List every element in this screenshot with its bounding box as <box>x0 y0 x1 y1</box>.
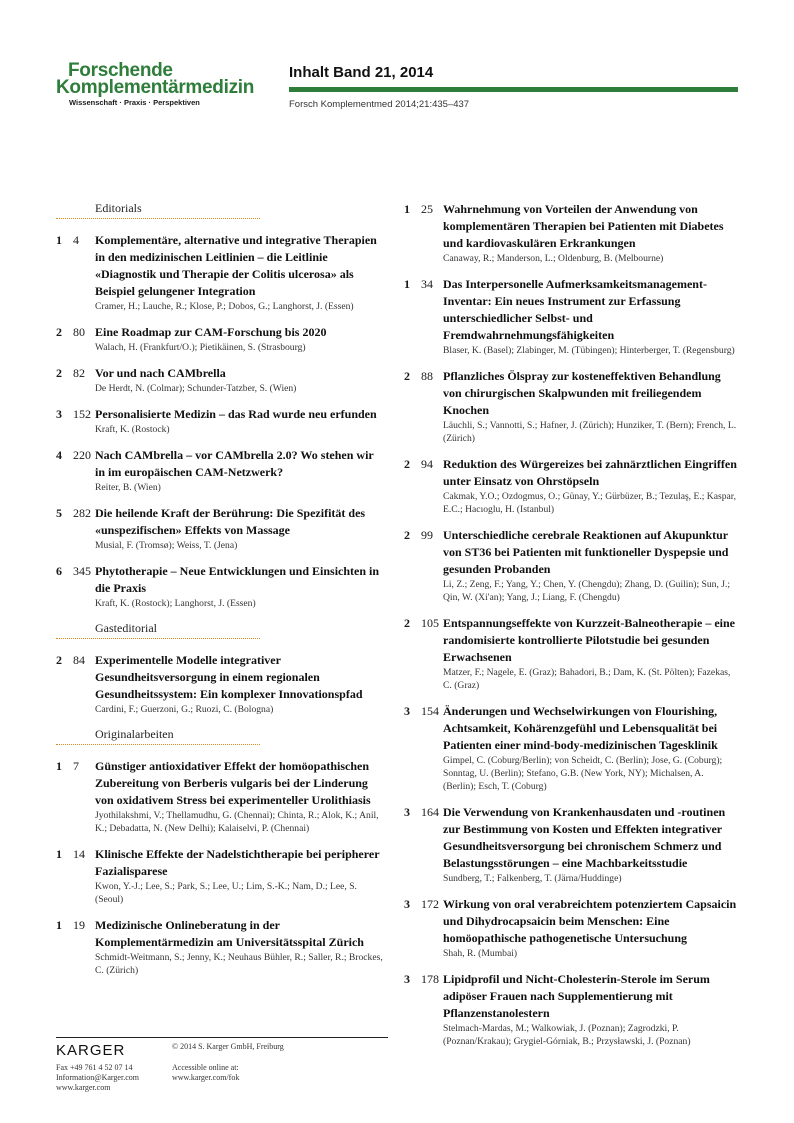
issue-number: 1 <box>56 918 62 932</box>
page-number: 82 <box>73 366 85 380</box>
journal-tagline: Wissenschaft · Praxis · Perspektiven <box>69 98 200 107</box>
article-title: Experimentelle Modelle integrativer Gesundheitsversorgung in einem regionalen Gesundheitssystem: Ein komplexer Innovationspfad <box>95 653 363 701</box>
issue-number: 2 <box>404 457 410 471</box>
section-divider <box>56 744 260 745</box>
article-title: Pflanzliches Ölspray zur kosteneffektiven Behandlung von chirurgischen Skalpwunden mit freiliegendem Knochen <box>443 369 721 417</box>
page-number: 84 <box>73 653 85 667</box>
page-number: 282 <box>73 506 91 520</box>
issue-number: 2 <box>56 366 62 380</box>
issue-number: 1 <box>404 277 410 291</box>
section-heading: Gasteditorial <box>95 621 157 635</box>
article-authors: Gimpel, C. (Coburg/Berlin); von Scheidt, C. (Berlin); Jose, G. (Coburg); Sonntag, U. (Berlin); Stefano, G.B. (New York, NY); Michalsen, A. (Berlin); Esch, T. (Coburg) <box>443 755 723 792</box>
article-authors: Cramer, H.; Lauche, R.; Klose, P.; Dobos, G.; Langhorst, J. (Essen) <box>95 301 354 312</box>
section-divider <box>56 218 260 219</box>
toc-entry[interactable] <box>404 201 739 265</box>
article-title: Wirkung von oral verabreichtem potenziertem Capsaicin und Dihydrocapsaicin beim Menschen: Eine homöopathische pathogenetische Untersuchung <box>443 897 737 945</box>
toc-entry[interactable] <box>404 971 739 1048</box>
article-authors: Walach, H. (Frankfurt/O.); Pietikäinen, S. (Strasbourg) <box>95 342 306 353</box>
article-authors: Schmidt-Weitmann, S.; Jenny, K.; Neuhaus Bühler, R.; Saller, R.; Brockes, C. (Zürich) <box>95 952 383 976</box>
issue-number: 5 <box>56 506 62 520</box>
toc-entry[interactable] <box>56 758 386 835</box>
page-number: 105 <box>421 616 439 630</box>
journal-name-line2: Komplementärmedizin <box>56 77 255 98</box>
article-authors: Cardini, F.; Guerzoni, G.; Ruozi, C. (Bologna) <box>95 704 274 715</box>
issue-number: 3 <box>404 897 410 911</box>
article-title: Die heilende Kraft der Berührung: Die Spezifität des «unspezifischen» Effekts von Massage <box>95 506 366 537</box>
issue-number: 3 <box>404 972 410 986</box>
issue-number: 3 <box>56 407 62 421</box>
article-authors: Kraft, K. (Rostock) <box>95 424 170 435</box>
toc-entry[interactable] <box>404 896 739 960</box>
header-rule <box>289 87 738 92</box>
article-authors: Kwon, Y.-J.; Lee, S.; Park, S.; Lee, U.; Lim, S.-K.; Nam, D.; Lee, S. (Seoul) <box>95 881 357 905</box>
toc-section <box>56 621 386 716</box>
right-column <box>404 201 739 1059</box>
page-number: 164 <box>421 805 439 819</box>
article-title: Nach CAMbrella – vor CAMbrella 2.0? Wo stehen wir in im europäischen CAM-Netzwerk? <box>95 448 374 479</box>
article-authors: Musial, F. (Tromsø); Weiss, T. (Jena) <box>95 540 238 551</box>
article-authors: Shah, R. (Mumbai) <box>443 948 518 959</box>
journal-name-line1: Forschende <box>68 60 173 81</box>
page-number: 178 <box>421 972 439 986</box>
issue-number: 2 <box>404 369 410 383</box>
issue-number: 4 <box>56 448 62 462</box>
access-url-link[interactable]: www.karger.com/fok <box>172 1073 240 1082</box>
page-number: 99 <box>421 528 433 542</box>
issue-number: 2 <box>56 653 62 667</box>
article-title: Klinische Effekte der Nadelstichtherapie bei peripherer Fazialisparese <box>95 847 380 878</box>
article-authors: Cakmak, Y.O.; Ozdogmus, O.; Günay, Y.; Gürbüzer, B.; Tezulaş, E.; Kaspar, E.C.; Hacıoglu, H. (Istanbul) <box>443 491 736 515</box>
article-title: Phytotherapie – Neue Entwicklungen und Einsichten in die Praxis <box>95 564 380 595</box>
toc-entry[interactable] <box>404 804 739 885</box>
page-number: 19 <box>73 918 85 932</box>
page-number: 94 <box>421 457 433 471</box>
toc-entry[interactable] <box>404 368 739 445</box>
online-access <box>172 1063 239 1083</box>
journal-logo <box>56 62 284 107</box>
article-authors: Li, Z.; Zeng, F.; Yang, Y.; Chen, Y. (Chengdu); Zhang, D. (Guilin); Sun, J.; Qin, W. (Xi'an); Yang, J.; Liang, F. (Chengdu) <box>443 579 731 603</box>
page-number: 25 <box>421 202 433 216</box>
toc-entry[interactable] <box>56 505 386 552</box>
article-authors: De Herdt, N. (Colmar); Schunder-Tatzber, S. (Wien) <box>95 383 297 394</box>
copyright: © 2014 S. Karger GmbH, Freiburg <box>172 1042 284 1051</box>
article-title: Änderungen und Wechselwirkungen von Flourishing, Achtsamkeit, Kohärenzgefühl und Lebensqualität bei Patienten einer mind-body-medizinischen Tagesklinik <box>443 704 718 752</box>
toc-entry[interactable] <box>56 232 386 313</box>
article-title: Lipidprofil und Nicht-Cholesterin-Sterole im Serum adipöser Frauen nach Supplementierung mit Pflanzenstanolestern <box>443 972 710 1020</box>
article-authors: Kraft, K. (Rostock); Langhorst, J. (Essen) <box>95 598 256 609</box>
footer-rule <box>56 1037 388 1038</box>
toc-entry[interactable] <box>404 456 739 516</box>
article-authors: Canaway, R.; Manderson, L.; Oldenburg, B. (Melbourne) <box>443 253 664 264</box>
page-number: 345 <box>73 564 91 578</box>
toc-entry[interactable] <box>404 703 739 793</box>
article-title: Entspannungseffekte von Kurzzeit-Balneotherapie – eine randomisierte kontrollierte Pilotstudie bei gesunden Erwachsenen <box>443 616 735 664</box>
page-number: 88 <box>421 369 433 383</box>
page-number: 220 <box>73 448 91 462</box>
page-number: 34 <box>421 277 433 291</box>
issue-number: 6 <box>56 564 62 578</box>
toc-entry[interactable] <box>56 447 386 494</box>
article-title: Die Verwendung von Krankenhausdaten und -routinen zur Bestimmung von Kosten und Effekten integrativer Gesundheitsversorgung bei chronischem Schmerz und Belastungsstörungen – eine Machbarkeitsstudie <box>443 805 726 870</box>
page-number: 154 <box>421 704 439 718</box>
article-title: Medizinische Onlineberatung in der Komplementärmedizin am Universitätsspital Zürich <box>95 918 364 949</box>
toc-entry[interactable] <box>404 527 739 604</box>
publisher-logo: KARGER <box>56 1042 126 1059</box>
issue-number: 2 <box>404 528 410 542</box>
toc-entry[interactable] <box>56 563 386 610</box>
article-authors: Stelmach-Mardas, M.; Walkowiak, J. (Poznan); Zagrodzki, P. (Poznan/Krakau); Grygiel-Górniak, B.; Przysławski, J. (Poznan) <box>443 1023 691 1047</box>
issue-number: 1 <box>56 233 62 247</box>
toc-entry[interactable] <box>56 406 386 436</box>
article-title: Reduktion des Würgereizes bei zahnärztlichen Eingriffen unter Einsatz von Ohrstöpseln <box>443 457 737 488</box>
issue-number: 1 <box>404 202 410 216</box>
section-heading: Originalarbeiten <box>95 727 174 741</box>
article-authors: Blaser, K. (Basel); Zlabinger, M. (Tübingen); Hinterberger, T. (Regensburg) <box>443 345 735 356</box>
article-title: Wahrnehmung von Vorteilen der Anwendung von komplementären Therapien bei Patienten mit Diabetes und kardiovaskulären Erkrankungen <box>443 202 724 250</box>
article-title: Vor und nach CAMbrella <box>95 366 226 380</box>
article-authors: Läuchli, S.; Vannotti, S.; Hafner, J. (Zürich); Hunziker, T. (Bern); French, L. (Zürich) <box>443 420 737 444</box>
issue-number: 1 <box>56 847 62 861</box>
journal-citation: Forsch Komplementmed 2014;21:435–437 <box>289 99 470 110</box>
publisher-contact <box>56 1063 139 1093</box>
section-divider <box>56 638 260 639</box>
page-number: 172 <box>421 897 439 911</box>
issue-number: 2 <box>56 325 62 339</box>
article-title: Eine Roadmap zur CAM-Forschung bis 2020 <box>95 325 327 339</box>
article-authors: Reiter, B. (Wien) <box>95 482 161 493</box>
access-label: Accessible online at: <box>172 1063 239 1072</box>
page-number: 80 <box>73 325 85 339</box>
article-title: Günstiger antioxidativer Effekt der homöopathischen Zubereitung von Berberis vulgaris bei der Linderung von oxidativem Stress bei experimenteller Urolithiasis <box>95 759 371 807</box>
page-number: 14 <box>73 847 85 861</box>
page-number: 4 <box>73 233 79 247</box>
article-title: Personalisierte Medizin – das Rad wurde neu erfunden <box>95 407 377 421</box>
toc-entry[interactable] <box>56 652 386 716</box>
toc-section <box>56 201 386 610</box>
issue-number: 2 <box>404 616 410 630</box>
email-link[interactable]: Information@Karger.com <box>56 1073 139 1082</box>
page-number: 7 <box>73 759 79 773</box>
article-authors: Matzer, F.; Nagele, E. (Graz); Bahadori, B.; Dam, K. (St. Pölten); Fazekas, C. (Graz) <box>443 667 731 691</box>
issue-number: 1 <box>56 759 62 773</box>
article-authors: Jyothilakshmi, V.; Thellamudhu, G. (Chennai); Chinta, R.; Alok, K.; Anil, K.; Debadatta, N. (New Delhi); Kalaiselvi, P. (Chennai) <box>95 810 379 834</box>
fax: Fax +49 761 4 52 07 14 <box>56 1063 133 1072</box>
website-link[interactable]: www.karger.com <box>56 1083 111 1092</box>
toc-entry[interactable] <box>404 615 739 692</box>
article-title: Das Interpersonelle Aufmerksamkeitsmanagement-Inventar: Ein neues Instrument zur Erfassung unterschiedlicher Selbst- und Fremdwahrnehmungsfähigkeiten <box>443 277 707 342</box>
toc-entry[interactable] <box>56 917 386 977</box>
page-title: Inhalt Band 21, 2014 <box>289 64 434 81</box>
page-number: 152 <box>73 407 91 421</box>
section-heading: Editorials <box>95 201 142 215</box>
article-title: Komplementäre, alternative und integrative Therapien in den medizinischen Leitlinien – die Leitlinie «Diagnostik und Therapie der Colitis ulcerosa» als Beispiel gelungener Integration <box>95 233 377 298</box>
toc-entry[interactable] <box>56 846 386 906</box>
toc-entry[interactable] <box>404 276 739 357</box>
toc-section <box>56 727 386 977</box>
article-authors: Sundberg, T.; Falkenberg, T. (Järna/Huddinge) <box>443 873 622 884</box>
issue-number: 3 <box>404 805 410 819</box>
toc-entry[interactable] <box>56 365 386 395</box>
left-column <box>56 201 386 988</box>
issue-number: 3 <box>404 704 410 718</box>
article-title: Unterschiedliche cerebrale Reaktionen auf Akupunktur von ST36 bei Patienten mit funktioneller Dyspepsie und gesunden Probanden <box>443 528 729 576</box>
toc-entry[interactable] <box>56 324 386 354</box>
